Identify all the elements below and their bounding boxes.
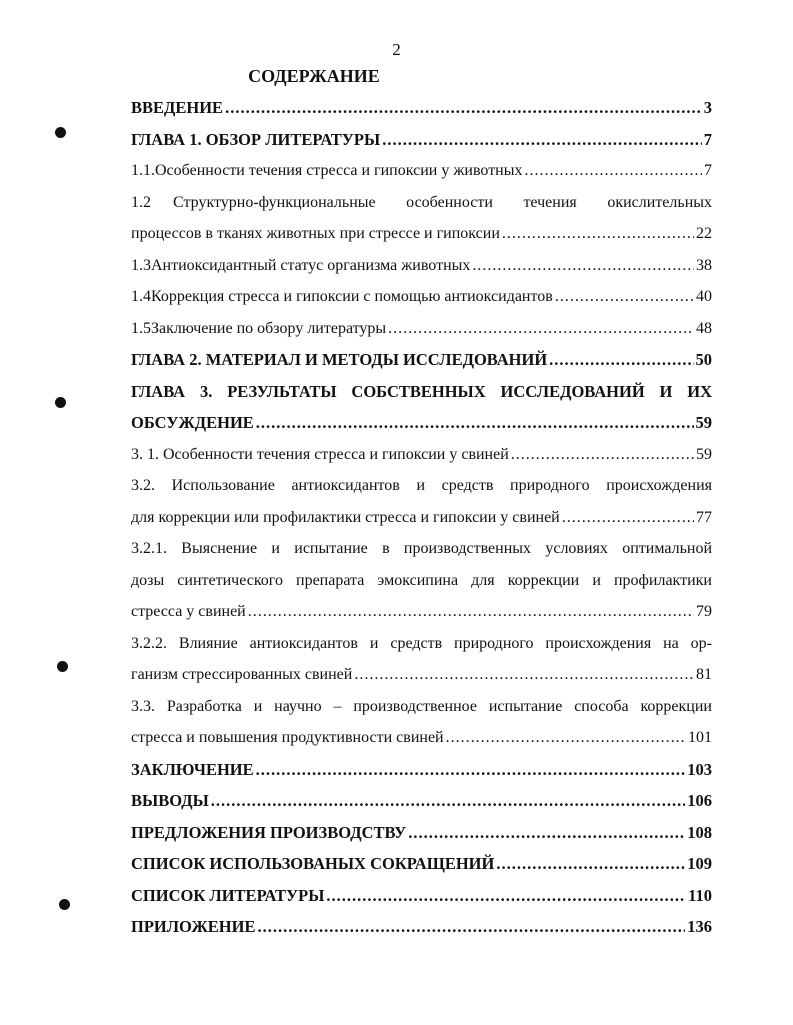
toc-entry-page: 50 xyxy=(695,350,712,369)
toc-entry-second-line xyxy=(131,659,712,691)
toc-entry-label: ПРИЛОЖЕНИЕ xyxy=(131,917,256,936)
toc-entry-page: 79 xyxy=(696,603,712,620)
toc-entry-page: 38 xyxy=(696,256,712,274)
toc-entry-page: 108 xyxy=(687,822,712,842)
leader-dots xyxy=(496,848,685,880)
toc-entry-3-3[interactable] xyxy=(131,691,712,754)
punch-hole-mark xyxy=(57,661,68,672)
toc-entry-first-line xyxy=(131,187,712,219)
toc-entry-label: 3.2.2. Влияние антиоксидантов и средств природного происхождения на ор- xyxy=(131,634,712,652)
toc-entry-1-1[interactable] xyxy=(131,155,712,187)
toc-entry-page: 59 xyxy=(696,445,712,463)
toc-entry-second-line xyxy=(131,722,712,754)
toc-entry-label: ПРЕДЛОЖЕНИЯ ПРОИЗВОДСТВУ xyxy=(131,822,407,842)
toc-entry-second-line xyxy=(131,407,712,439)
toc-entry-1-2[interactable] xyxy=(131,187,712,250)
toc-entry-chapter-1[interactable] xyxy=(131,124,712,156)
toc-entry-label: Заключение по обзору литературы xyxy=(151,319,387,337)
leader-dots xyxy=(354,659,694,691)
toc-entry-1-3[interactable] xyxy=(131,250,712,282)
leader-dots xyxy=(211,785,685,817)
leader-dots xyxy=(326,880,686,912)
toc-entry-third-line xyxy=(131,596,712,628)
toc-entry-label: Коррекция стресса и гипоксии с помощью антиоксидантов xyxy=(151,288,553,305)
toc-entry-label: Особенности течения стресса и гипоксии у животных xyxy=(155,162,523,179)
toc-entry-number: 1.1. xyxy=(131,162,155,179)
toc-entry-3-2[interactable] xyxy=(131,470,712,533)
toc-entry-label: 3.2. Использование антиоксидантов и средств природного происхождения xyxy=(131,477,712,494)
toc-entry-appendix[interactable] xyxy=(131,911,712,943)
toc-entry-page: 81 xyxy=(696,666,712,683)
punch-hole-mark xyxy=(55,127,66,138)
toc-entry-label-cont: дозы синтетического препарата эмоксипина для коррекции и профилактики xyxy=(131,571,712,589)
toc-entry-3-2-1[interactable] xyxy=(131,533,712,628)
leader-dots xyxy=(446,722,686,754)
punch-hole-mark xyxy=(59,899,70,910)
leader-dots xyxy=(562,502,694,534)
leader-dots xyxy=(502,218,694,250)
toc-entry-page: 136 xyxy=(687,917,712,936)
leader-dots xyxy=(549,344,693,376)
toc-entry-label: ЗАКЛЮЧЕНИЕ xyxy=(131,759,254,779)
toc-entry-page: 3 xyxy=(703,98,712,117)
toc-entry-page: 103 xyxy=(687,759,712,779)
toc-entry-page: 110 xyxy=(688,885,712,905)
toc-entry-label: ГЛАВА 3. РЕЗУЛЬТАТЫ СОБСТВЕННЫХ ИССЛЕДОВАНИЙ И ИХ xyxy=(131,381,712,401)
toc-entry-references[interactable] xyxy=(131,880,712,912)
toc-entry-chapter-2[interactable] xyxy=(131,344,712,376)
toc-title: СОДЕРЖАНИЕ xyxy=(248,66,380,86)
toc-entry-page: 22 xyxy=(696,225,712,242)
toc-entry-label: 3.3. Разработка и научно – производственное испытание способа коррекции xyxy=(131,697,712,715)
leader-dots xyxy=(472,250,694,282)
toc-entry-page: 48 xyxy=(696,319,712,337)
toc-entry-label-cont: стресса и повышения продуктивности свиней xyxy=(131,729,444,746)
table-of-contents xyxy=(131,92,712,943)
toc-entry-number: 1.5 xyxy=(131,319,151,337)
leader-dots xyxy=(525,155,703,187)
toc-entry-label-cont: для коррекции или профилактики стресса и гипоксии у свиней xyxy=(131,508,560,526)
toc-entry-chapter-3[interactable] xyxy=(131,376,712,439)
toc-entry-label-cont: стресса у свиней xyxy=(131,603,246,620)
toc-entry-number: 1.2 xyxy=(131,193,151,211)
toc-entry-findings[interactable] xyxy=(131,785,712,817)
toc-entry-page: 109 xyxy=(687,854,712,873)
toc-entry-label: 3. 1. Особенности течения стресса и гипоксии у свиней xyxy=(131,445,509,463)
toc-entry-conclusion[interactable] xyxy=(131,754,712,786)
toc-entry-page: 59 xyxy=(695,413,712,432)
toc-entry-label-cont: процессов в тканях животных при стрессе и гипоксии xyxy=(131,225,500,242)
toc-entry-label: ВВЕДЕНИЕ xyxy=(131,98,224,117)
toc-entry-label: ВЫВОДЫ xyxy=(131,791,209,810)
toc-entry-page: 7 xyxy=(704,162,712,179)
leader-dots xyxy=(248,596,694,628)
punch-hole-mark xyxy=(55,397,66,408)
toc-entry-proposals[interactable] xyxy=(131,817,712,849)
toc-entry-second-line xyxy=(131,218,712,250)
toc-entry-3-1[interactable] xyxy=(131,439,712,471)
toc-entry-number: 1.3 xyxy=(131,256,151,274)
toc-entry-page: 106 xyxy=(687,791,712,810)
toc-entry-page: 40 xyxy=(696,288,712,305)
toc-entry-label: СПИСОК ЛИТЕРАТУРЫ xyxy=(131,885,325,905)
toc-entry-3-2-2[interactable] xyxy=(131,628,712,691)
toc-entry-page: 77 xyxy=(696,508,712,526)
leader-dots xyxy=(257,911,685,943)
toc-entry-second-line xyxy=(131,502,712,534)
leader-dots xyxy=(408,817,685,849)
toc-entry-label: ГЛАВА 1. ОБЗОР ЛИТЕРАТУРЫ xyxy=(131,129,381,149)
toc-entry-label: СПИСОК ИСПОЛЬЗОВАНЫХ СОКРАЩЕНИЙ xyxy=(131,854,495,873)
toc-entry-page: 7 xyxy=(703,129,712,149)
leader-dots xyxy=(256,407,694,439)
toc-entry-abbreviations[interactable] xyxy=(131,848,712,880)
toc-entry-1-5[interactable] xyxy=(131,313,712,345)
toc-entry-label: Антиоксидантный статус организма животных xyxy=(151,256,471,274)
page-number: 2 xyxy=(392,40,401,59)
leader-dots xyxy=(511,439,694,471)
toc-entry-label: ГЛАВА 2. МАТЕРИАЛ И МЕТОДЫ ИССЛЕДОВАНИЙ xyxy=(131,350,548,369)
toc-entry-label: 3.2.1. Выяснение и испытание в производственных условиях оптимальной xyxy=(131,540,712,557)
toc-entry-1-4[interactable] xyxy=(131,281,712,313)
leader-dots xyxy=(225,92,702,124)
toc-entry-number: 1.4 xyxy=(131,288,151,305)
leader-dots xyxy=(256,754,686,786)
toc-entry-label: Структурно-функциональные особенности течения окислительных xyxy=(173,193,712,211)
leader-dots xyxy=(382,124,702,156)
toc-entry-label-cont: ОБСУЖДЕНИЕ xyxy=(131,413,254,432)
toc-entry-introduction[interactable] xyxy=(131,92,712,124)
leader-dots xyxy=(555,281,694,313)
leader-dots xyxy=(388,313,694,345)
toc-entry-label-cont: ганизм стрессированных свиней xyxy=(131,666,353,683)
toc-entry-page: 101 xyxy=(688,729,712,746)
